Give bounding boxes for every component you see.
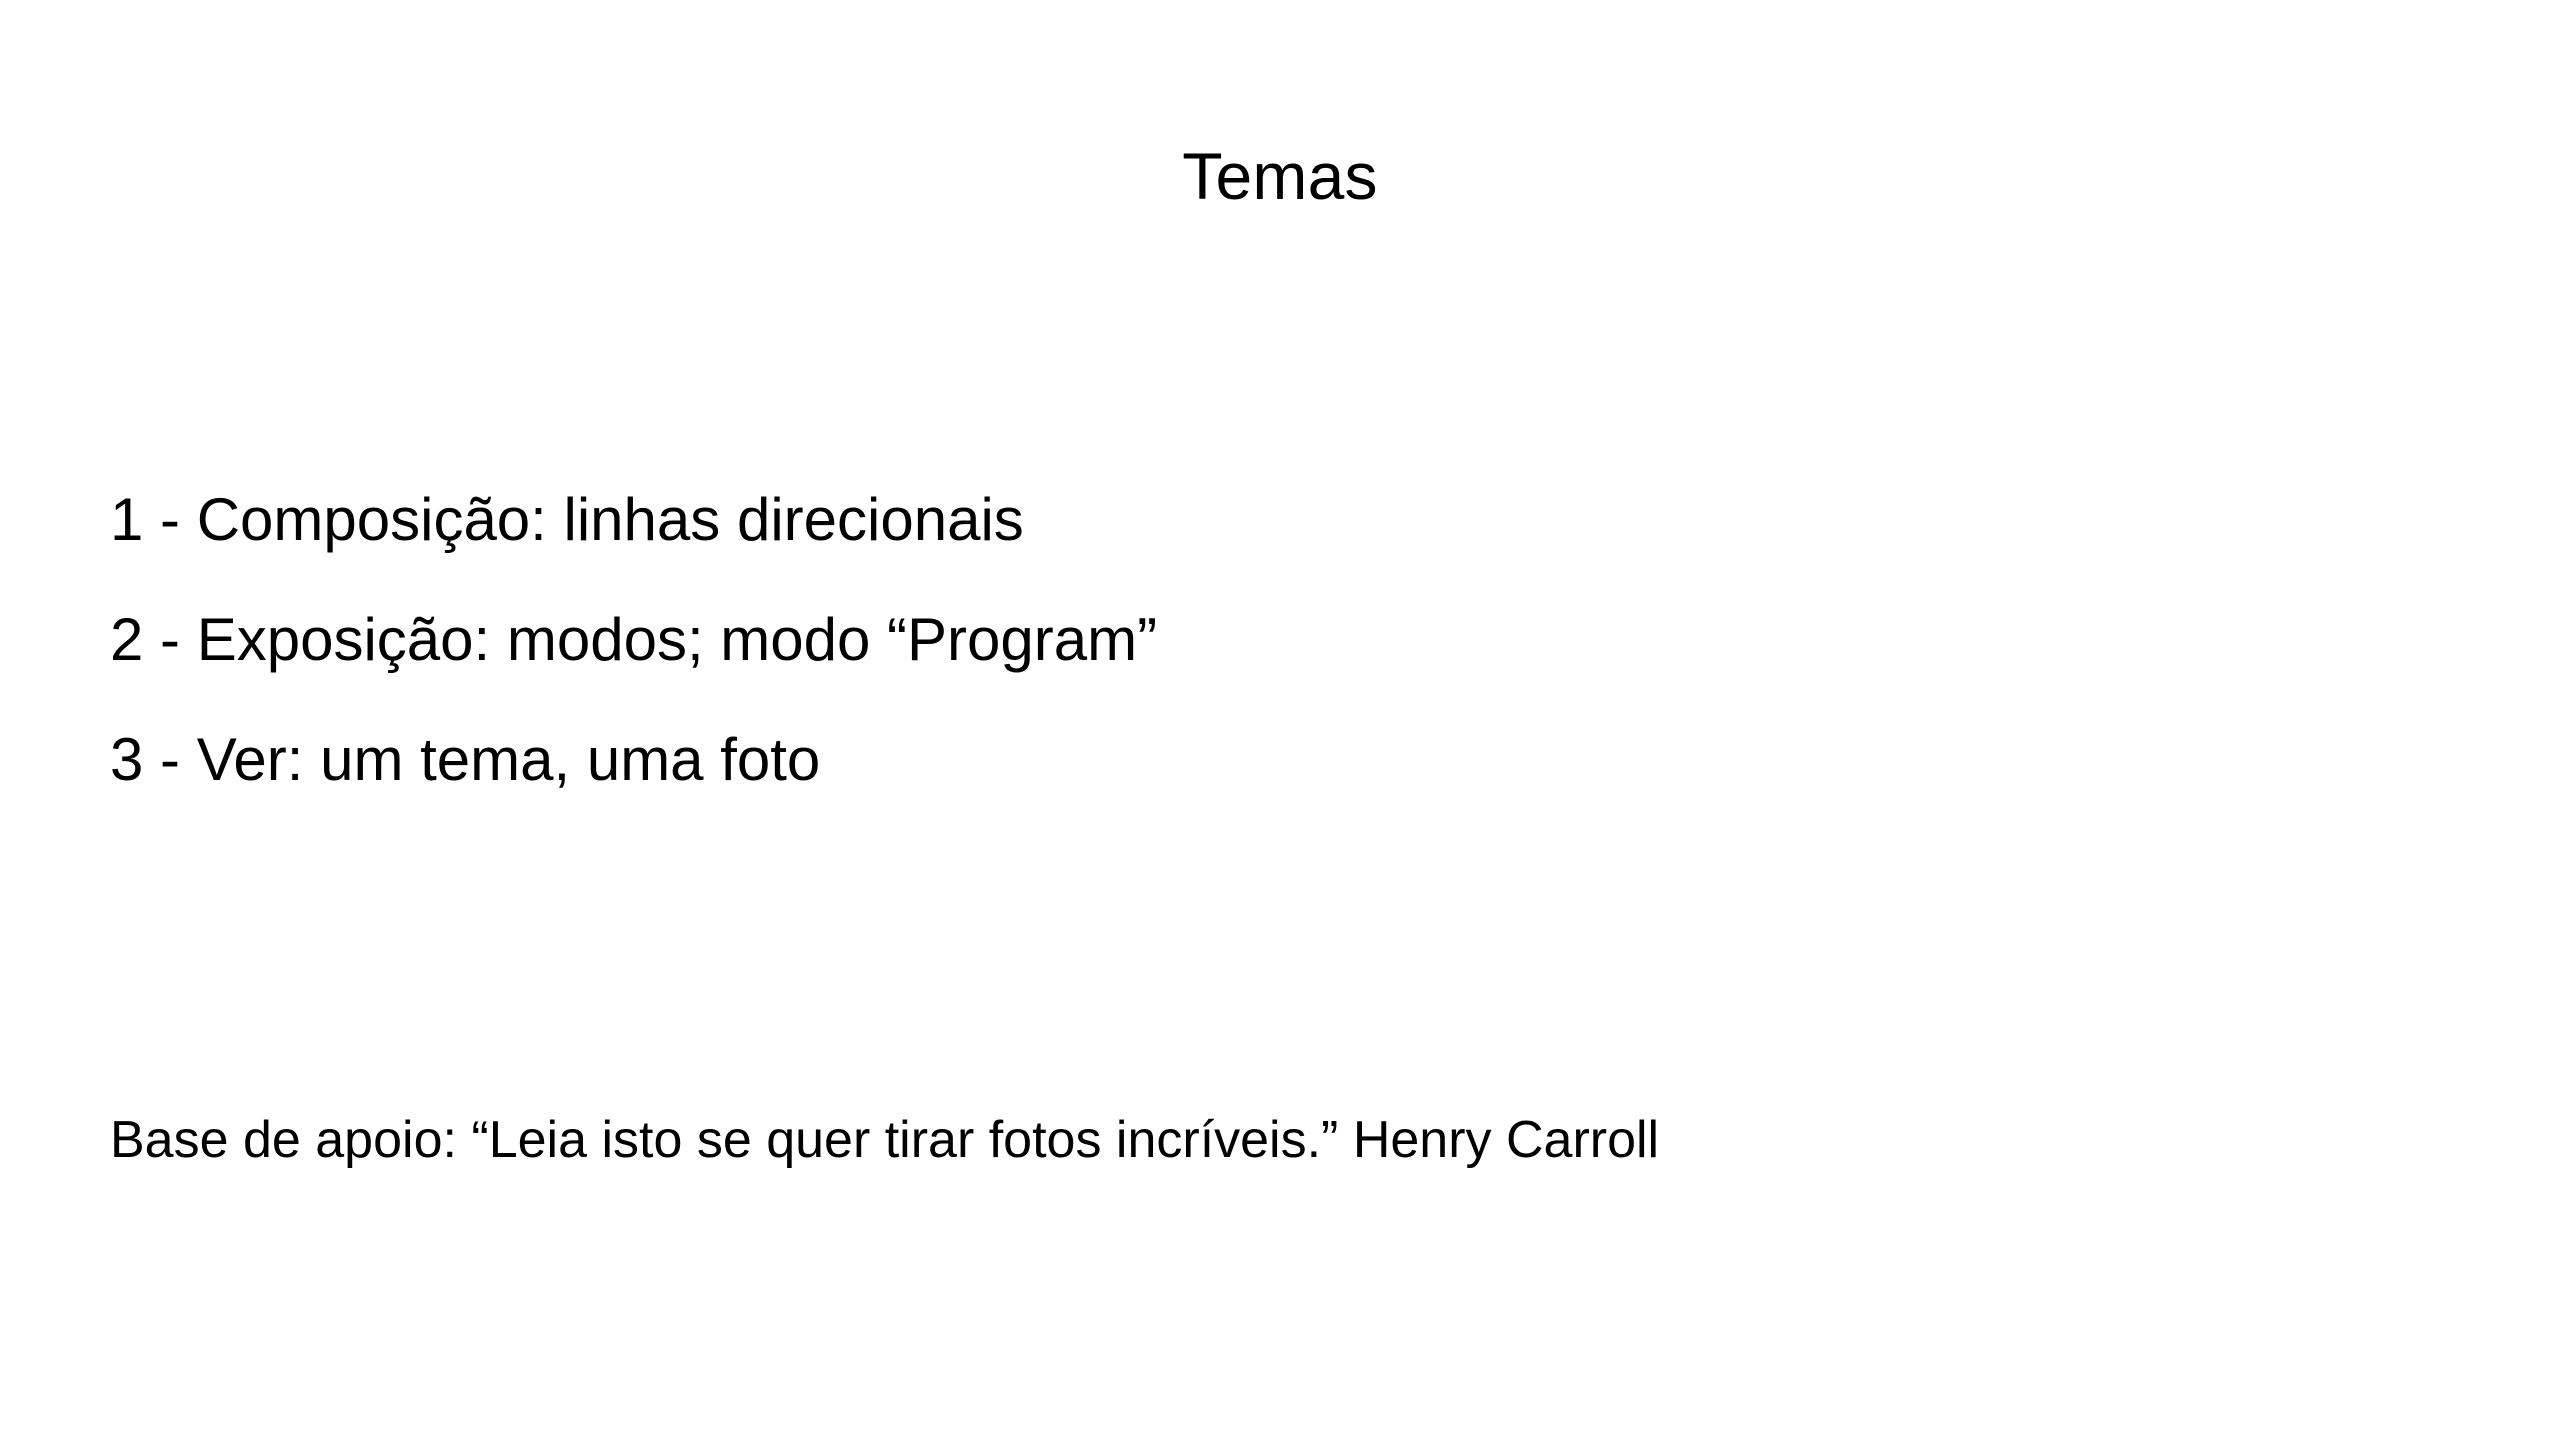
list-item: 2 - Exposição: modos; modo “Program” <box>110 606 1158 673</box>
topic-list <box>110 486 2310 850</box>
page-title: Temas <box>1182 139 1378 213</box>
source-note: Base de apoio: “Leia isto se quer tirar fotos incríveis.” Henry Carroll <box>110 1111 1660 1169</box>
list-item: 3 - Ver: um tema, uma foto <box>110 726 821 793</box>
list-item: 1 - Composição: linhas direcionais <box>110 486 1024 553</box>
